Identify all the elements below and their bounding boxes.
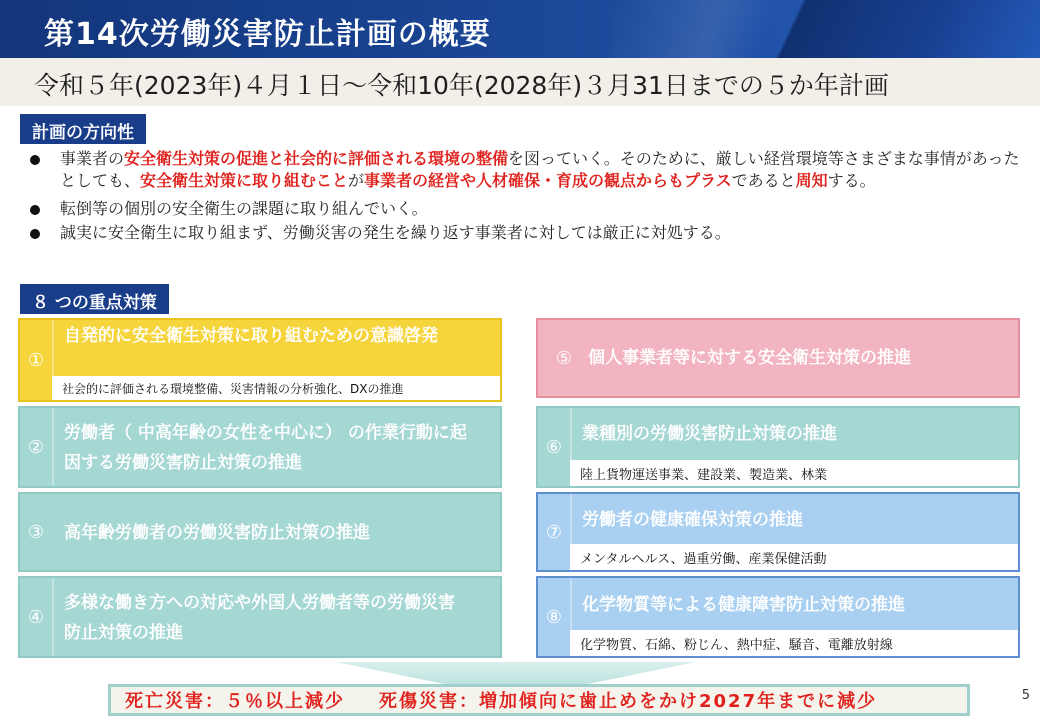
direction-bullet-3: 誠実に安全衛生に取り組まず、労働災害の発生を繰り返す事業者に対しては厳正に対処する。 — [30, 222, 1020, 244]
priority-8 — [536, 576, 1020, 658]
bullet-dot-icon — [30, 205, 40, 215]
priority-5 — [536, 318, 1020, 398]
priority-2 — [18, 406, 502, 488]
priority-title: 業種別の労働災害防止対策の推進 — [582, 424, 837, 444]
bullet-dot-icon — [30, 155, 40, 165]
direction-bullet-1: 事業者の安全衛生対策の促進と社会的に評価される環境の整備を図っていく。そのために、厳しい経営環境等さまざまな事情があったとしても、安全衛生対策に取り組むことが事業者の経営や人材確保・育成の観点からもプラスであると周知する。 — [30, 148, 1020, 192]
title-bar — [0, 0, 1040, 58]
priority-title: 高年齢労働者の労働災害防止対策の推進 — [64, 523, 370, 543]
priority-3 — [18, 492, 502, 572]
direction-bullet-2: 転倒等の個別の安全衛生の課題に取り組んでいく。 — [30, 198, 1020, 220]
priority-6 — [536, 406, 1020, 488]
priority-number: ④ — [27, 606, 45, 628]
priority-number: ⑦ — [545, 521, 563, 543]
plan-period: 令和５年(2023年)４月１日〜令和10年(2028年)３月31日までの５か年計画 — [34, 71, 889, 100]
priority-4 — [18, 576, 502, 658]
priority-number: ⑥ — [545, 436, 563, 458]
priority-subtitle: 化学物質、石綿、粉じん、熱中症、騒音、電離放射線 — [570, 630, 1018, 656]
priorities-label: ８ つの重点対策 — [20, 284, 169, 314]
priority-divider — [52, 578, 54, 656]
priority-7 — [536, 492, 1020, 572]
plan-period-bar — [0, 58, 1040, 106]
priority-number: ⑧ — [545, 606, 563, 628]
target-death: 死亡災害：５％以上減少 — [125, 691, 345, 712]
priority-number: ② — [27, 436, 45, 458]
bullet-dot-icon — [30, 229, 40, 239]
page-title: 第14次労働災害防止計画の概要 — [44, 17, 491, 52]
priority-title: 労働者（ 中高年齢の女性を中心に） の作業行動に起因する労働災害防止対策の推進 — [64, 423, 467, 473]
target-injury: 死傷災害：増加傾向に歯止めをかけ2027年までに減少 — [379, 691, 878, 712]
priority-title: 労働者の健康確保対策の推進 — [582, 510, 803, 530]
priority-number: ① — [27, 349, 45, 371]
page-number: 5 — [1021, 688, 1030, 703]
direction-label: 計画の方向性 — [20, 114, 146, 144]
priority-divider — [52, 408, 54, 486]
priority-title: 個人事業者等に対する安全衛生対策の推進 — [588, 348, 911, 368]
priority-subtitle: メンタルヘルス、過重労働、産業保健活動 — [570, 544, 1018, 570]
priority-title: 化学物質等による健康障害防止対策の推進 — [582, 595, 905, 615]
direction-bullets — [30, 148, 1020, 246]
priority-1 — [18, 318, 502, 402]
down-arrow-icon — [336, 662, 696, 684]
priority-title: 自発的に安全衛生対策に取り組むための意識啓発 — [64, 326, 438, 346]
priority-number: ⑤ — [555, 347, 573, 369]
priority-subtitle: 陸上貨物運送事業、建設業、製造業、林業 — [570, 460, 1018, 486]
priority-subtitle: 社会的に評価される環境整備、災害情報の分析強化、DXの推進 — [52, 376, 500, 400]
targets-box — [108, 684, 970, 716]
priority-number: ③ — [27, 521, 45, 543]
priority-title: 多様な働き方への対応や外国人労働者等の労働災害防止対策の推進 — [64, 593, 455, 643]
title-decoration-right — [660, 0, 1040, 58]
